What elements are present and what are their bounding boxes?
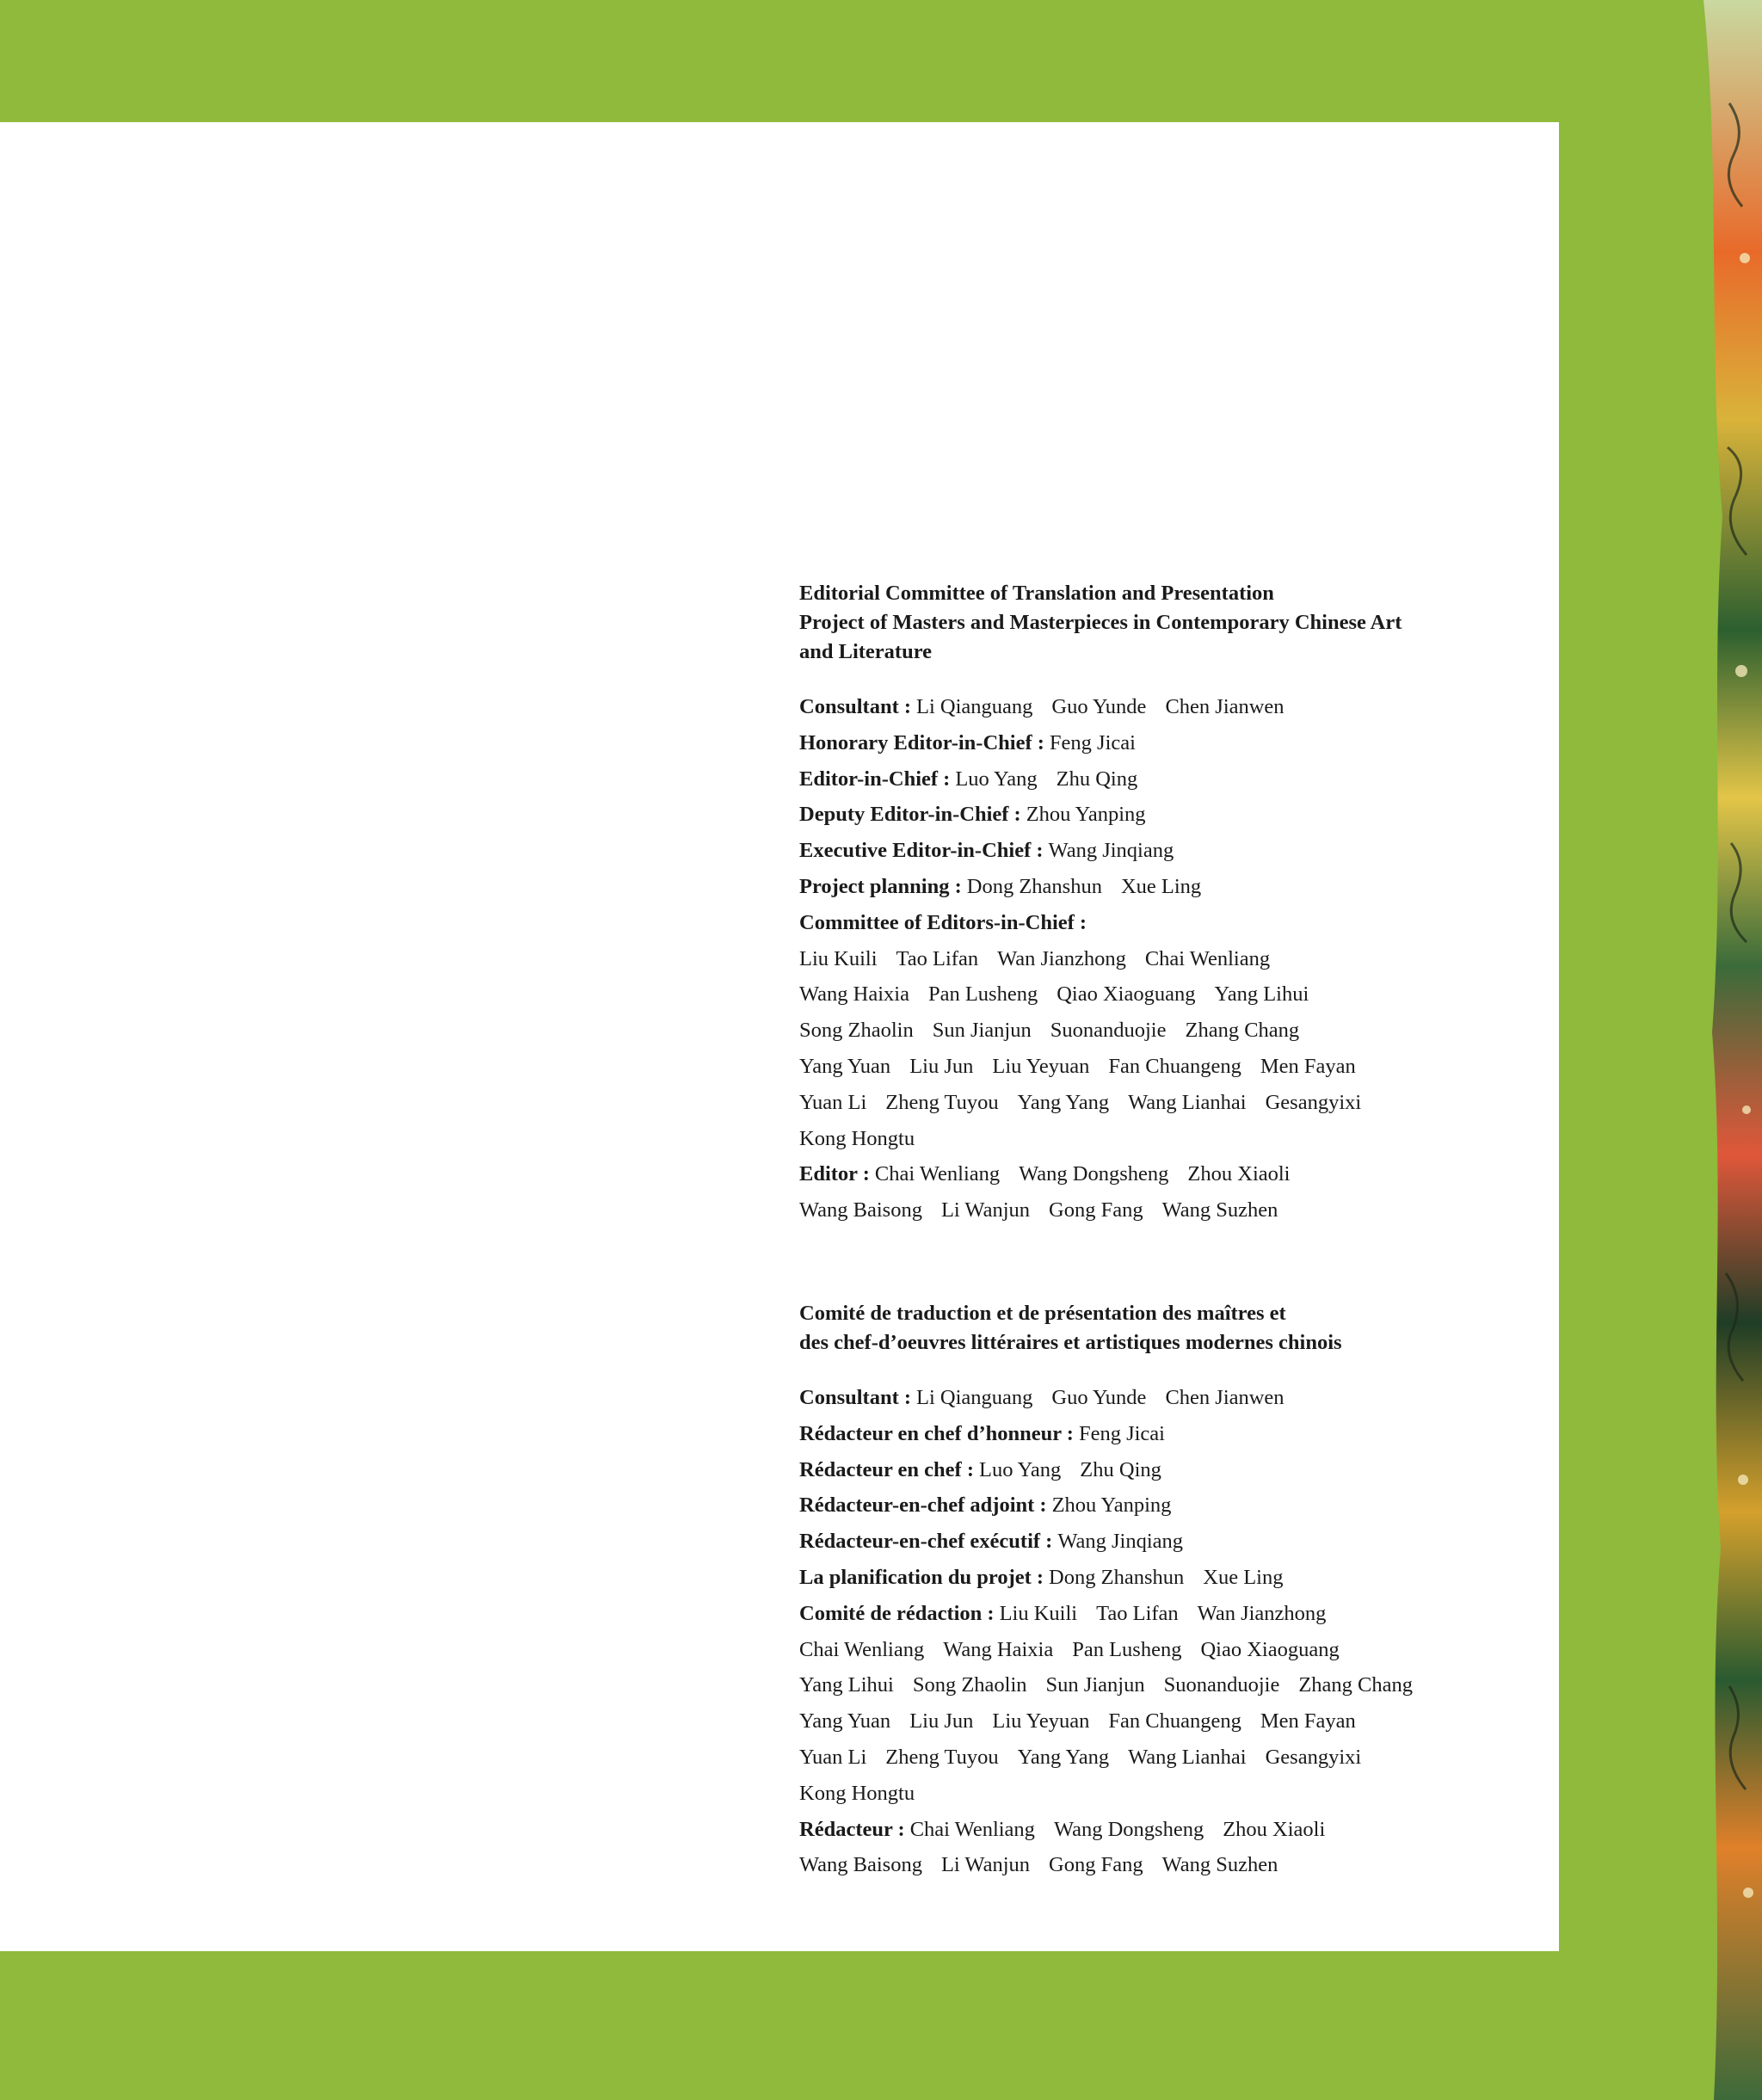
credit-role-label: Rédacteur :	[799, 1817, 905, 1841]
english-heading	[799, 579, 1488, 667]
credit-role-label: Rédacteur en chef :	[799, 1457, 974, 1481]
credit-name: Wang Baisong	[799, 1198, 922, 1222]
credit-name: Feng Jicai	[1049, 730, 1136, 754]
credit-name: Liu Yeyuan	[992, 1054, 1090, 1078]
credit-name: Li Wanjun	[940, 1198, 1031, 1222]
credit-name: Tao Lifan	[1096, 1601, 1179, 1625]
credit-line	[799, 1156, 1488, 1192]
credit-role-label: Consultant :	[799, 1386, 912, 1409]
credit-name: Wang Lianhai	[1128, 1090, 1247, 1114]
french-credits	[799, 1299, 1488, 1883]
credit-line	[799, 689, 1488, 725]
credit-line	[799, 1703, 1488, 1740]
credit-name: Yang Yuan	[799, 1054, 891, 1078]
english-credits	[799, 579, 1488, 1229]
credit-name: Pan Lusheng	[1072, 1637, 1182, 1661]
credit-name: Song Zhaolin	[912, 1673, 1027, 1697]
painted-floral-strip-art	[1703, 0, 1762, 2100]
credit-name: Wang Haixia	[943, 1637, 1054, 1661]
credit-name: Liu Jun	[909, 1709, 974, 1734]
credit-line	[799, 1380, 1488, 1416]
credit-name: Chen Jianwen	[1165, 695, 1285, 718]
credit-line	[799, 905, 1488, 941]
credit-name: Luo Yang	[955, 767, 1038, 791]
credit-name: Kong Hongtu	[799, 1126, 915, 1150]
credit-name: Kong Hongtu	[799, 1781, 915, 1805]
credit-line	[799, 941, 1488, 977]
credit-name: Wang Suzhen	[1161, 1198, 1278, 1222]
credit-line	[799, 1740, 1488, 1776]
credit-role-label: Rédacteur-en-chef exécutif :	[799, 1530, 1053, 1554]
credit-name: Pan Lusheng	[927, 982, 1038, 1007]
credit-line	[799, 1596, 1488, 1632]
credit-name: Guo Yunde	[1051, 695, 1147, 718]
credit-name: Feng Jicai	[1078, 1421, 1165, 1445]
painted-floral-strip	[1703, 0, 1762, 2100]
credit-name: Yuan Li	[799, 1090, 867, 1114]
credit-line	[799, 1812, 1488, 1848]
credit-name: Yang Lihui	[799, 1673, 894, 1697]
credit-name: Zhou Yanping	[1026, 803, 1146, 827]
credit-name: Yang Yang	[1017, 1745, 1110, 1769]
credit-line	[799, 1847, 1488, 1883]
english-credit-list	[799, 689, 1488, 1229]
credit-name: Sun Jianjun	[1045, 1673, 1145, 1697]
credit-name: Liu Jun	[909, 1054, 974, 1078]
credit-line	[799, 1524, 1488, 1560]
credit-name: Wang Suzhen	[1161, 1853, 1278, 1877]
credit-name: Liu Yeyuan	[992, 1709, 1090, 1734]
credit-name: Wan Jianzhong	[997, 946, 1126, 970]
credit-name: Zheng Tuyou	[885, 1745, 999, 1769]
credit-role-label: Deputy Editor-in-Chief :	[799, 803, 1021, 827]
english-heading-line: and Literature	[799, 640, 933, 663]
credit-name: Yuan Li	[799, 1745, 867, 1769]
credit-name: Men Fayan	[1260, 1709, 1356, 1734]
credit-name: Wang Dongsheng	[1019, 1162, 1169, 1186]
credit-name: Gesangyixi	[1265, 1745, 1362, 1769]
credit-line	[799, 1049, 1488, 1085]
credit-name: Li Qianguang	[916, 695, 1033, 718]
credit-name: Sun Jianjun	[932, 1019, 1032, 1043]
credit-line	[799, 1416, 1488, 1452]
credit-name: Wang Baisong	[799, 1853, 922, 1877]
credit-name: Li Wanjun	[940, 1853, 1031, 1877]
credit-name: Gesangyixi	[1265, 1090, 1362, 1114]
credit-name: Fan Chuangeng	[1108, 1709, 1241, 1734]
credit-name: Fan Chuangeng	[1108, 1054, 1241, 1078]
credit-name: Men Fayan	[1260, 1054, 1356, 1078]
credit-name: Liu Kuili	[999, 1601, 1078, 1625]
credit-line	[799, 1632, 1488, 1668]
credit-line	[799, 1667, 1488, 1703]
credit-line	[799, 1192, 1488, 1229]
credit-line	[799, 1776, 1488, 1812]
credit-name: Yang Lihui	[1214, 982, 1309, 1007]
credit-line	[799, 1452, 1488, 1488]
credit-name: Suonanduojie	[1050, 1019, 1167, 1043]
credit-name: Xue Ling	[1203, 1565, 1284, 1589]
credit-line	[799, 1560, 1488, 1596]
credit-name: Dong Zhanshun	[1049, 1565, 1185, 1589]
credit-name: Chai Wenliang	[874, 1162, 1001, 1186]
credit-name: Zhou Xiaoli	[1187, 1162, 1291, 1186]
credit-line	[799, 1085, 1488, 1121]
credit-role-label: La planification du projet :	[799, 1565, 1044, 1589]
credit-role-label: Project planning :	[799, 874, 962, 898]
french-credit-list	[799, 1380, 1488, 1883]
credit-name: Suonanduojie	[1163, 1673, 1280, 1697]
credit-role-label: Editor :	[799, 1162, 870, 1186]
credit-line	[799, 725, 1488, 761]
credit-name: Luo Yang	[978, 1457, 1062, 1481]
credit-role-label: Honorary Editor-in-Chief :	[799, 730, 1044, 754]
credit-name: Song Zhaolin	[799, 1019, 914, 1043]
credit-name: Yang Yuan	[799, 1709, 891, 1734]
credit-name: Dong Zhanshun	[966, 874, 1102, 898]
credit-name: Tao Lifan	[896, 946, 979, 970]
credit-name: Chai Wenliang	[799, 1637, 925, 1661]
credit-line	[799, 797, 1488, 833]
credit-name: Yang Yang	[1017, 1090, 1110, 1114]
english-heading-line: Project of Masters and Masterpieces in Contemporary Chinese Art	[799, 611, 1402, 634]
credit-name: Gong Fang	[1049, 1853, 1143, 1877]
french-heading	[799, 1299, 1488, 1358]
credit-line	[799, 976, 1488, 1013]
credit-line	[799, 869, 1488, 905]
credit-name: Zhu Qing	[1056, 767, 1138, 791]
credit-line	[799, 833, 1488, 869]
credit-role-label: Executive Editor-in-Chief :	[799, 839, 1044, 863]
credit-name: Zhang Chang	[1298, 1673, 1414, 1697]
credit-name: Zhang Chang	[1185, 1019, 1300, 1043]
credit-name: Li Qianguang	[916, 1386, 1033, 1409]
credit-name: Wang Jinqiang	[1057, 1530, 1184, 1554]
credit-name: Gong Fang	[1049, 1198, 1143, 1222]
french-heading-line: des chef-d’oeuvres littéraires et artistiques modernes chinois	[799, 1331, 1342, 1354]
credit-name: Zhou Xiaoli	[1223, 1817, 1326, 1841]
credit-role-label: Committee of Editors-in-Chief :	[799, 910, 1087, 934]
credit-name: Qiao Xiaoguang	[1057, 982, 1196, 1007]
credit-name: Wang Dongsheng	[1053, 1817, 1204, 1841]
credit-name: Chen Jianwen	[1165, 1386, 1285, 1409]
credit-role-label: Editor-in-Chief :	[799, 767, 951, 791]
credit-line	[799, 1487, 1488, 1524]
credit-name: Guo Yunde	[1051, 1386, 1147, 1409]
credit-role-label: Consultant :	[799, 695, 912, 718]
credit-line	[799, 1121, 1488, 1157]
credit-name: Xue Ling	[1120, 874, 1202, 898]
credit-line	[799, 761, 1488, 798]
credit-name: Zhou Yanping	[1051, 1493, 1172, 1518]
credit-role-label: Rédacteur-en-chef adjoint :	[799, 1493, 1047, 1518]
credit-role-label: Rédacteur en chef d’honneur :	[799, 1421, 1074, 1445]
english-heading-line: Editorial Committee of Translation and Presentation	[799, 582, 1274, 605]
credit-name: Liu Kuili	[799, 946, 878, 970]
credit-name: Zhu Qing	[1080, 1457, 1161, 1481]
credit-name: Zheng Tuyou	[885, 1090, 999, 1114]
french-heading-line: Comité de traduction et de présentation des maîtres et	[799, 1302, 1286, 1325]
credit-name: Chai Wenliang	[1144, 946, 1271, 970]
credit-name: Wang Jinqiang	[1048, 839, 1174, 863]
credit-name: Wang Haixia	[799, 982, 909, 1007]
credit-name: Wan Jianzhong	[1197, 1601, 1327, 1625]
credit-name: Wang Lianhai	[1128, 1745, 1247, 1769]
credit-line	[799, 1013, 1488, 1049]
credit-name: Qiao Xiaoguang	[1200, 1637, 1340, 1661]
credit-role-label: Comité de rédaction :	[799, 1601, 995, 1625]
credit-name: Chai Wenliang	[909, 1817, 1035, 1841]
